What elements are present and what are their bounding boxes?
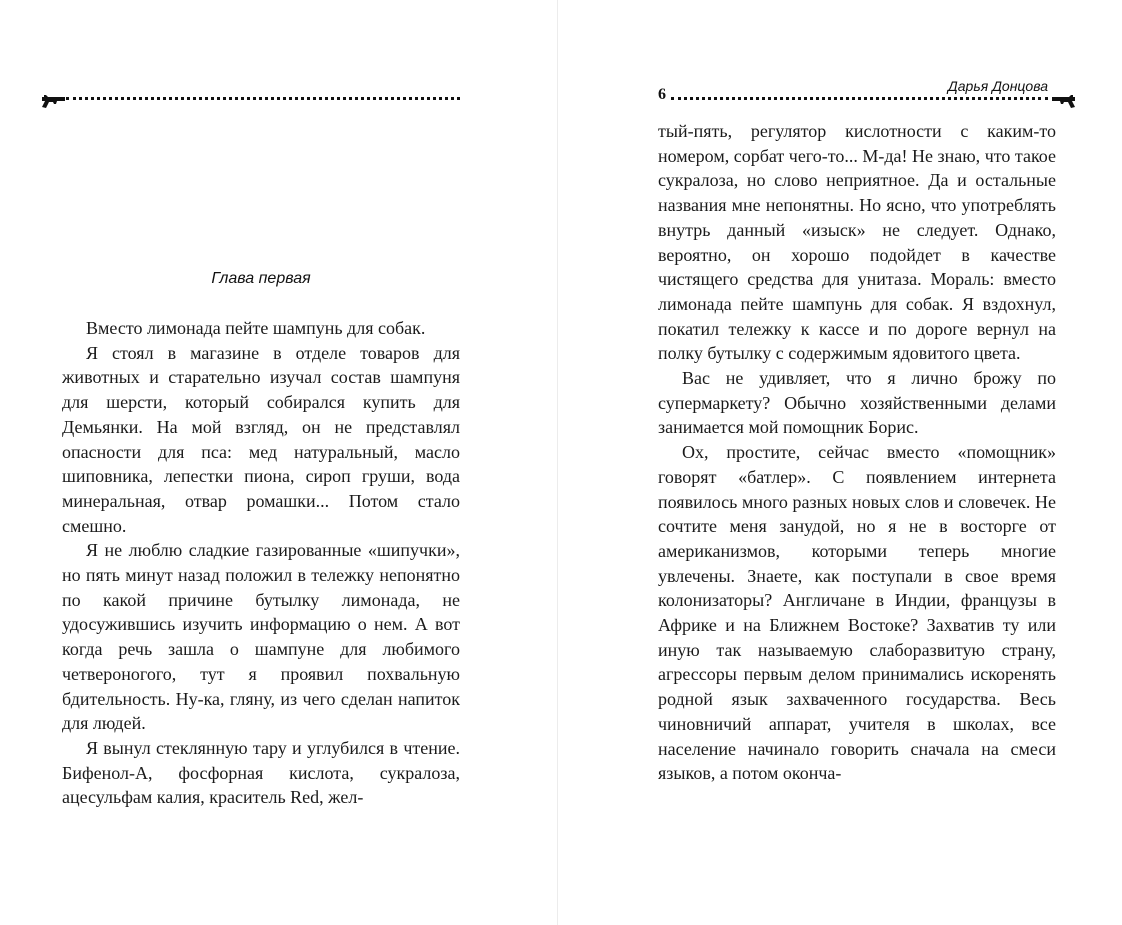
left-page: [0, 0, 558, 925]
paragraph: Вас не удивляет, что я лично брожу по супермаркету? Обычно хозяйственными делами занимается мой помощник Борис.: [658, 368, 1056, 438]
header-dotted-rule: [66, 97, 460, 100]
paragraph: Я не люблю сладкие газированные «шипучки», но пять минут назад положил в тележку непонятно по какой причине бутылку лимонада, не удосужившись изучить информацию о нем. А вот когда речь зашла о шампуне для любимого четвероногого, тут я проявил похвальную бдительность. Ну-ка, гляну, из чего сделан напиток для людей.: [62, 540, 460, 734]
right-page: [558, 0, 1122, 925]
running-header-author: Дарья Донцова: [947, 78, 1048, 94]
chapter-title: Глава первая: [211, 270, 311, 287]
paragraph: Я вынул стеклянную тару и углубился в чтение. Бифенол-А, фосфорная кислота, сукралоза, ацесульфам калия, краситель Red, жел-: [62, 737, 460, 808]
revolver-ornament-icon: [39, 93, 65, 109]
left-page-text: [62, 316, 460, 810]
revolver-ornament-icon: [1052, 93, 1078, 109]
paragraph: Вместо лимонада пейте шампунь для собак.: [86, 318, 426, 338]
paragraph: Ох, простите, сейчас вместо «помощник» говорят «батлер». С появлением интернета появилось много разных новых слов и словечек. Не сочтите меня занудой, но я не в восторге от американизмов, которыми теперь многие увлечены. Знаете, как поступали в свое время колонизаторы? Англичане в Индии, французы в Африке и на Ближнем Востоке? Захватив ту или иную так называемую слаборазвитую страну, агрессоры первым делом принимались искоренять родной язык захваченного государства. Весь чиновничий аппарат, учителя в школах, все население начинало говорить сначала на смеси языков, а потом окончa-: [658, 442, 1056, 784]
page-number: 6: [658, 86, 666, 103]
paragraph: Я стоял в магазине в отделе товаров для животных и старательно изучал состав шампуня для шерсти, который собирался купить для Демьянки. На мой взгляд, он не представлял опасности для пса: мед натуральный, масло шиповника, лепестки пиона, сироп груши, вода минеральная, отвар ромашки... Потом стало смешно.: [62, 342, 460, 536]
right-page-text: [658, 119, 1056, 786]
header-dotted-rule: [671, 97, 1048, 100]
paragraph: тый-пять, регулятор кислотности с каким-то номером, сорбат чего-то... М-да! Не знаю, что такое сукралоза, но слово неприятное. Да и остальные названия мне непонятны. Но ясно, что употреблять внутрь данный «изыск» не следует. Однако, вероятно, он хорошо подойдет в качестве чистящего средства для унитаза. Мораль: вместо лимонада пейте шампунь для собак. Я вздохнул, покатил тележку к кассе и по дороге вернул на полку бутылку с содержимым ядовитого цвета.: [658, 121, 1056, 364]
